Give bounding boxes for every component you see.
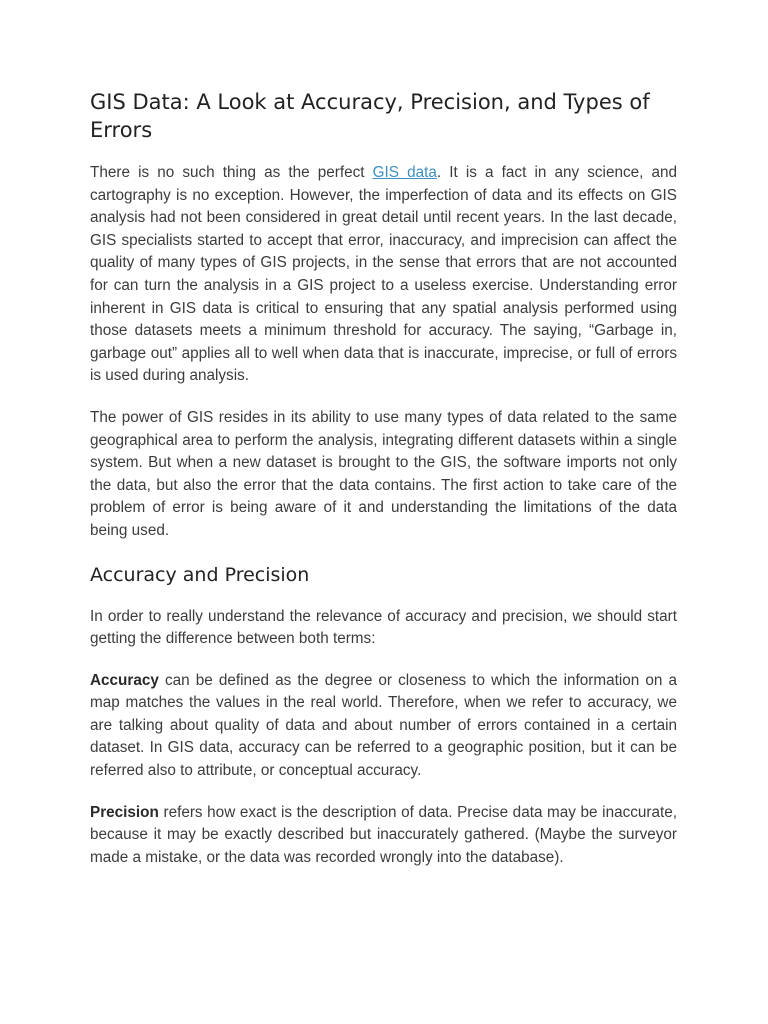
intro-paragraph xyxy=(90,162,677,388)
article-title: GIS Data: A Look at Accuracy, Precision, and Types of Errors xyxy=(90,90,650,142)
accuracy-definition: can be defined as the degree or closeness to which the information on a map matches the values in the real world. Therefore, when we refer to accuracy, we are talking about quality of data and about number of errors contained in a certain dataset. In GIS data, accuracy can be referred to a geographic position, but it can be referred also to attribute, or conceptual accuracy. xyxy=(90,671,677,780)
precision-definition: refers how exact is the description of data. Precise data may be inaccurate, because it may be exactly described but inaccurately gathered. (Maybe the surveyor made a mistake, or the data was recorded wrongly into the database). xyxy=(90,803,677,866)
difference-intro-paragraph: In order to really understand the relevance of accuracy and precision, we should start getting the difference between both terms: xyxy=(90,607,677,648)
gis-power-paragraph: The power of GIS resides in its ability to use many types of data related to the same geographical area to perform the analysis, integrating different datasets within a single system. But when a new dataset is brought to the GIS, the software imports not only the data, but also the error that the data contains. The first action to take care of the problem of error is being aware of it and understanding the limitations of the data being used. xyxy=(90,408,677,539)
gis-data-link[interactable]: GIS data xyxy=(372,164,437,181)
section-heading-accuracy-precision: Accuracy and Precision xyxy=(90,563,310,586)
accuracy-paragraph xyxy=(90,670,677,783)
intro-text-before-link: There is no such thing as the perfect xyxy=(90,164,373,181)
intro-text-after-link: . It is a fact in any science, and cartography is no exception. However, the imperfection of data and its effects on GIS analysis had not been considered in great detail until recent years. In the last decade, GIS specialists started to accept that error, inaccuracy, and imprecision can affect the quality of many types of GIS projects, in the sense that errors that are not accounted for can turn the analysis in a GIS project to a useless exercise. Understanding error inherent in GIS data is critical to ensuring that any spatial analysis performed using those datasets meets a minimum threshold for accuracy. The saying, “Garbage in, garbage out” applies all to well when data that is inaccurate, imprecise, or full of errors is used during analysis. xyxy=(90,164,677,385)
accuracy-term: Accuracy xyxy=(90,671,159,689)
article xyxy=(90,88,677,888)
precision-term: Precision xyxy=(90,803,159,821)
precision-paragraph xyxy=(90,802,677,870)
